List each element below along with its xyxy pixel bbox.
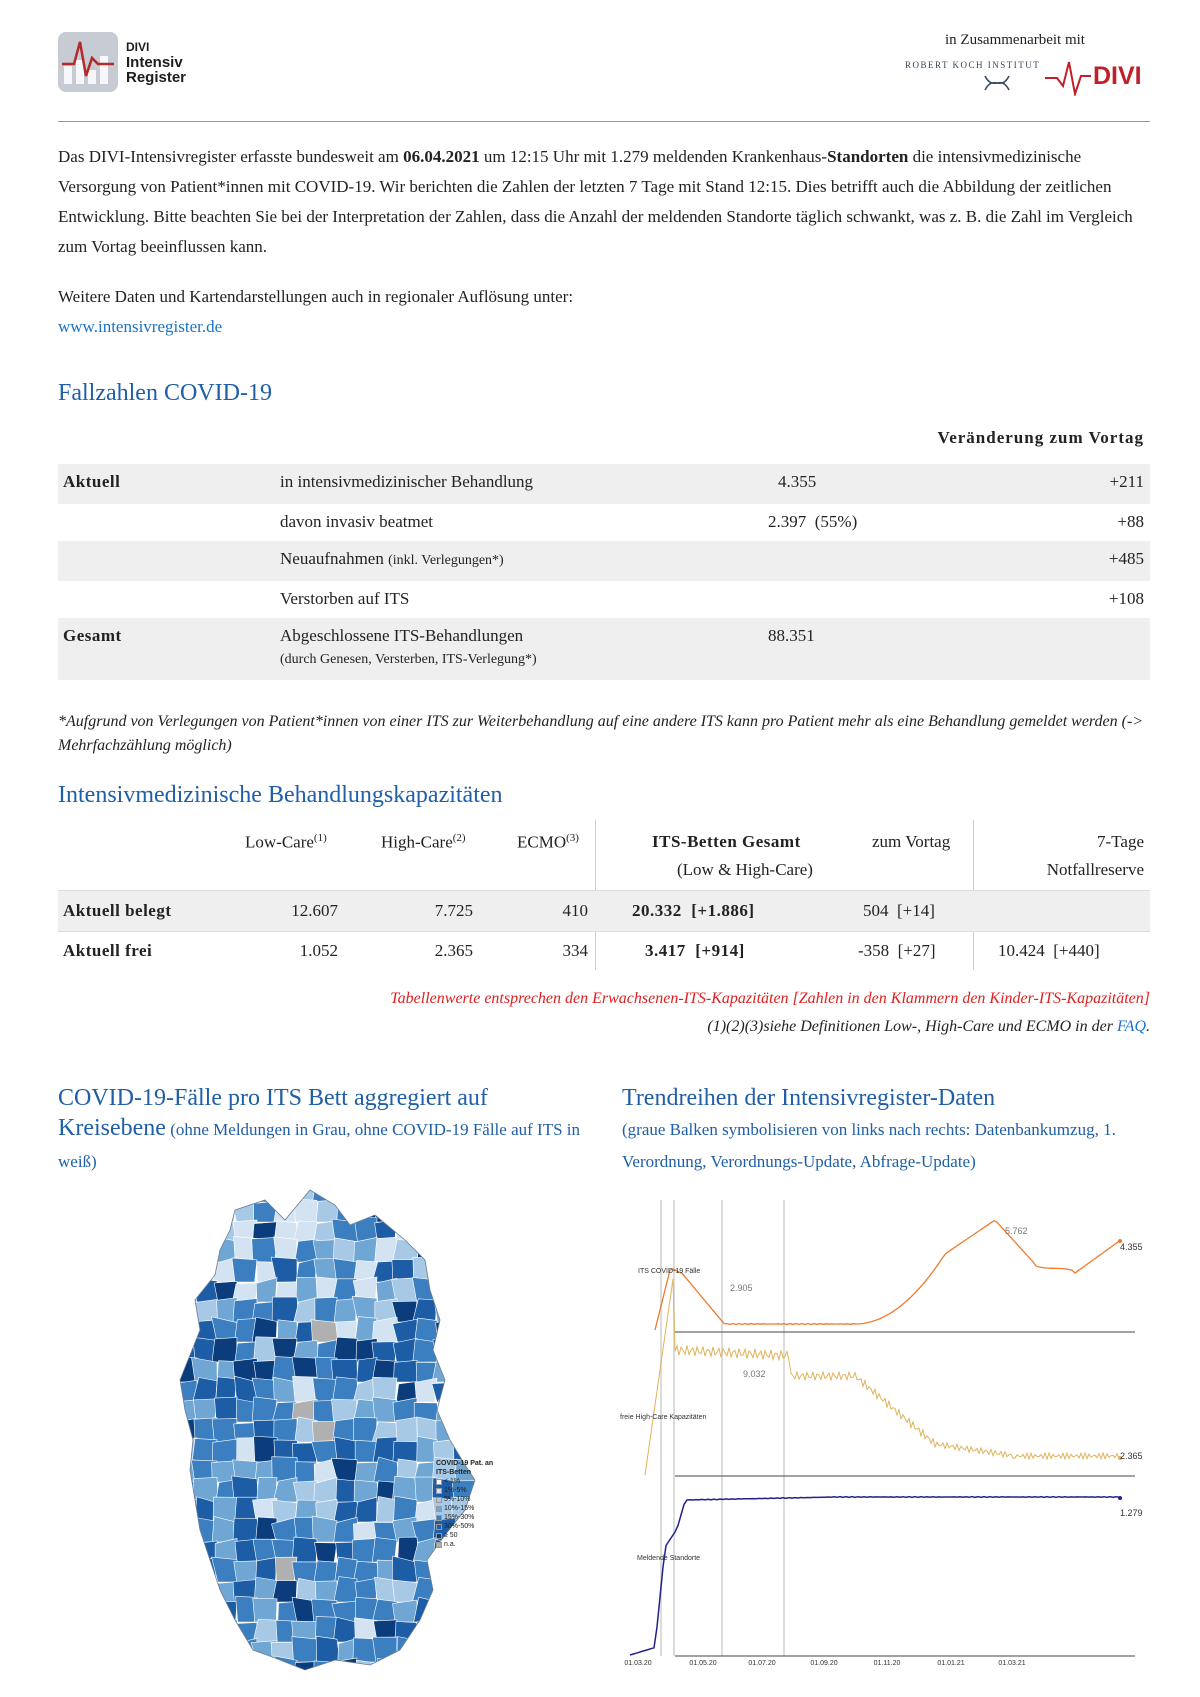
legend-label: 30%-50% [444,1523,475,1530]
district-cell [193,1237,217,1262]
district-cell [175,1277,198,1302]
low-care-value: 1.052 [299,941,338,960]
district-cell [453,1201,477,1222]
faq-link[interactable]: FAQ [1116,1018,1146,1035]
row-label: Aktuell frei [63,941,153,960]
district-cell [435,1599,457,1622]
district-cell [214,1397,239,1422]
row-label: in intensivmedizinischer Behandlung [280,472,534,491]
kapazitaeten-title: Intensivmedizinische Behandlungskapazitäten [58,782,503,808]
legend-label: < 1% [444,1478,461,1485]
high-care-value: 7.725 [434,901,473,920]
district-cell [473,1219,499,1242]
district-cell [452,1278,478,1302]
district-cell [337,1199,358,1222]
trend-subtitle: (graue Balken symbolisieren von links nach rechts: Datenbankumzug, 1. Verordnung, Verordnungs-Update, Abfrage-Update) [622,1120,1116,1171]
header-7-tage: 7-Tage [1097,832,1144,851]
district-cell [474,1658,497,1680]
district-cell [232,1258,257,1282]
district-cell [234,1656,257,1680]
cases-peak2-label: 5.762 [1005,1226,1028,1236]
district-cell [433,1580,460,1602]
district-cell [175,1617,199,1642]
district-cell [473,1200,497,1222]
district-cell [193,1640,219,1662]
district-cell [257,1662,277,1680]
row-label-note: (inkl. Verlegungen*) [388,553,504,568]
district-cell [253,1598,277,1622]
trend-title [622,1083,1122,1177]
vortag-value: -358 [+27] [858,941,936,960]
x-tick-label: 01.01.21 [937,1660,965,1667]
district-cell [435,1180,457,1202]
district-cell [396,1417,417,1442]
header-low-care [245,832,327,853]
district-cell [212,1439,239,1462]
district-cell [335,1181,357,1202]
district-cell [473,1596,497,1622]
district-cell [175,1518,197,1542]
district-cell [234,1561,258,1582]
collaboration-text: in Zusammenarbeit mit [945,32,1085,48]
district-cell [437,1277,457,1302]
district-cell [454,1397,477,1422]
district-cell [394,1180,417,1202]
district-cell [454,1238,477,1262]
header-divider [58,121,1150,122]
district-cell [475,1258,499,1282]
table-values-note: Tabellenwerte entsprechen den Erwachsenen-ITS-Kapazitäten [Zahlen in den Klammern den Kinder-ITS-Kapazitäten] [390,990,1150,1007]
table-row [58,464,1150,504]
district-cell [391,1659,418,1680]
district-cell [436,1418,457,1442]
free-capacity-series-label: freie High-Care Kapazitäten [620,1414,707,1421]
district-cell [414,1197,437,1222]
definitions-note [707,1018,1150,1036]
map-title [58,1083,598,1177]
legend-item [436,1531,496,1540]
legend-label: ≥ 50 [444,1532,458,1539]
table-row [58,891,1150,931]
legend-label: 5%-10% [444,1496,471,1503]
district-cell [312,1516,337,1542]
sites-line [630,1497,1119,1655]
district-cell [417,1619,437,1642]
legend-swatch [436,1515,442,1521]
district-cell [316,1636,340,1662]
district-cell [213,1601,237,1622]
district-cell [453,1580,478,1602]
divi-logo [1045,56,1142,96]
legend-item [436,1486,496,1495]
free-end-label: 2.365 [1120,1451,1143,1461]
district-cell [212,1640,237,1662]
logo-line-2: Intensiv [126,53,183,71]
sites-end-label: 1.279 [1120,1508,1143,1518]
district-cell [192,1621,217,1642]
district-cell [473,1336,497,1362]
district-cell [175,1499,197,1522]
row-label-main: Neuaufnahmen [280,549,389,568]
district-cell [215,1620,238,1642]
district-cell [434,1239,457,1262]
footnote-marker: (3) [566,832,579,844]
district-cell [434,1298,457,1322]
legend-item [436,1477,496,1486]
district-cell [453,1337,477,1362]
logo-line-1: DIVI [126,39,150,54]
district-cell [435,1559,459,1582]
district-cell [452,1599,477,1622]
district-cell [175,1261,197,1282]
district-cell [193,1656,220,1680]
row-value: 4.355 [778,472,817,491]
row-change: +485 [1108,549,1144,568]
district-cell [292,1637,317,1662]
district-cell [475,1397,497,1422]
district-cell [193,1597,217,1622]
district-cell [373,1182,400,1202]
district-cell [353,1180,377,1202]
district-cell [476,1638,498,1662]
district-cell [432,1258,457,1282]
fallzahlen-title: Fallzahlen COVID-19 [58,380,272,406]
header-its-total-sub: (Low & High-Care) [677,860,813,879]
sites-end-point [1118,1496,1122,1500]
district-cell [392,1600,417,1622]
row-label: Aktuell belegt [63,901,172,920]
district-cell [452,1182,477,1202]
district-cell [435,1638,459,1662]
district-cell [233,1180,260,1202]
district-cell [435,1196,457,1222]
x-tick-label: 01.03.20 [624,1660,652,1667]
header-ecmo [517,832,579,853]
district-cell [432,1382,457,1402]
event-bar [783,1200,785,1656]
district-cell [295,1199,320,1222]
header-low-care-label: Low-Care [245,832,314,852]
district-cell [471,1378,497,1402]
divi-logo-text: DIVI [1093,61,1142,90]
header-ecmo-label: ECMO [517,832,567,852]
legend-swatch [436,1533,442,1539]
district-cell [175,1180,197,1202]
header-vortag: zum Vortag [872,832,951,851]
divi-intensivregister-logo [58,32,186,92]
district-cell [214,1658,237,1680]
event-bar [721,1200,723,1656]
district-cell [432,1660,457,1680]
district-cell [478,1617,497,1642]
district-cell [193,1218,217,1242]
district-cell [213,1180,237,1202]
district-cell [232,1199,257,1222]
intro-standorten: Standorten [827,147,909,166]
district-cell [473,1236,498,1262]
district-cell [473,1580,497,1602]
district-cell [175,1196,199,1222]
intro-text-b: um 12:15 Uhr mit 1.279 meldenden Krankenhaus- [479,147,828,166]
district-cell [412,1277,437,1302]
x-tick-label: 01.07.20 [748,1660,776,1667]
legend-item [436,1522,496,1531]
legend-swatch [436,1488,442,1494]
header-high-care [381,832,466,853]
district-cell [474,1319,499,1342]
district-cell [175,1577,198,1602]
legend-swatch [436,1524,442,1530]
district-cell [175,1559,199,1582]
x-tick-label: 01.09.20 [810,1660,838,1667]
change-header: Veränderung zum Vortag [937,428,1144,447]
row-change: +211 [1109,472,1144,491]
district-cell [192,1580,218,1602]
district-cell [454,1558,477,1582]
row-label-note: (durch Genesen, Versterben, ITS-Verlegung*) [280,652,537,667]
district-cell [314,1543,337,1562]
district-cell [175,1316,197,1342]
row-label-main: Abgeschlossene ITS-Behandlungen [280,626,524,645]
legend-item [436,1504,496,1513]
cases-line [655,1221,1120,1330]
footnote-marker: (2) [452,832,466,844]
logo-graph-icon [58,32,118,92]
district-cell [175,1637,200,1662]
district-cell [175,1219,197,1242]
kapazitaeten-table [58,820,1150,970]
row-group: Aktuell [63,472,121,491]
germany-district-map [175,1180,525,1680]
district-cell [412,1180,440,1202]
sites-series-label: Meldende Standorte [637,1555,701,1562]
district-cell [412,1657,437,1680]
table-row [58,581,1150,618]
district-cell [471,1417,499,1442]
x-tick-label: 01.11.20 [873,1660,901,1667]
district-cell [192,1180,217,1202]
rki-logo-text: ROBERT KOCH INSTITUT [905,60,1041,70]
district-cell [314,1561,337,1582]
district-cell [433,1617,458,1642]
table-row [58,931,1150,971]
cases-peak-label: 2.905 [730,1283,753,1293]
district-cell [472,1301,497,1322]
district-cell [294,1662,317,1680]
district-cell [451,1220,477,1242]
district-cell [314,1661,339,1680]
district-cell [477,1181,497,1202]
row-group: Gesamt [63,626,122,645]
footnote-marker: (1) [313,832,327,844]
district-cell [375,1199,399,1222]
district-cell [452,1658,477,1680]
high-care-value: 2.365 [434,941,473,960]
district-cell [452,1377,477,1402]
legend-swatch [436,1479,442,1485]
map-legend [436,1459,496,1549]
table-row [58,541,1150,581]
intro-paragraph [58,142,1153,262]
district-cell [373,1637,397,1662]
district-cell [376,1658,397,1680]
district-cell [393,1441,419,1462]
row-change: +88 [1117,512,1144,531]
district-cell [454,1257,478,1282]
low-care-value: 12.607 [291,901,338,920]
district-cell [315,1581,337,1602]
legend-swatch [436,1542,442,1548]
cases-series-label: ITS COVID-19 Fälle [638,1268,701,1275]
district-cell [415,1216,437,1242]
district-cell [316,1200,339,1222]
district-cell [474,1558,499,1582]
district-cell [212,1557,238,1582]
row-change: +108 [1108,589,1144,608]
district-cell [415,1638,438,1662]
district-cell [454,1298,477,1322]
district-cell [175,1599,197,1622]
district-cell [455,1617,477,1642]
legend-swatch [436,1497,442,1503]
district-cell [175,1242,198,1262]
district-cell [274,1180,297,1202]
fallzahlen-footnote: *Aufgrund von Verlegungen von Patient*innen von einer ITS zur Weiterbehandlung auf eine andere ITS kann pro Patient mehr als eine Behandlung gemeldet werden (-> Mehrfachzählung möglich) [58,713,1144,754]
its-total-value: 20.332 [+1.886] [632,901,755,920]
legend-item [436,1513,496,1522]
vortag-value: 504 [+14] [863,901,935,920]
district-cell [473,1361,498,1382]
row-label: Verstorben auf ITS [280,589,410,608]
district-cell [212,1338,237,1362]
more-data-text: Weitere Daten und Kartendarstellungen auch in regionaler Auflösung unter: [58,287,574,306]
district-cell [311,1320,338,1342]
district-cell [176,1302,198,1322]
row-label: davon invasiv beatmet [280,512,433,531]
header-its-total: ITS-Betten Gesamt [652,832,801,851]
legend-label: 1%-5% [444,1487,467,1494]
district-cell [197,1279,218,1302]
row-label [280,626,537,668]
district-cell [255,1180,280,1202]
intro-text-a: Das DIVI-Intensivregister erfasste bundesweit am [58,147,404,166]
legend-item [436,1540,496,1549]
district-cell [397,1196,417,1222]
row-value: 88.351 [768,626,815,645]
notfall-value: 10.424 [+440] [998,941,1100,960]
report-date: 06.04.2021 [403,147,480,166]
district-cell [292,1562,317,1582]
district-cell [212,1419,237,1442]
district-cell [393,1360,419,1382]
district-cell [175,1537,198,1562]
trend-title-text: Trendreihen der Intensivregister-Daten [622,1085,996,1111]
ecmo-value: 334 [562,941,588,960]
its-total-value: 3.417 [+914] [645,941,745,960]
map-title-text: COVID-19-Fälle pro ITS Bett aggregiert auf Kreisebene [58,1085,488,1141]
x-tick-label: 01.05.20 [689,1660,717,1667]
row-label [280,549,504,569]
district-cell [191,1198,217,1222]
legend-label: 10%-15% [444,1505,475,1512]
district-cell [435,1218,457,1242]
table-row [58,618,1150,680]
x-tick-label: 01.03.21 [998,1660,1026,1667]
legend-label: 15%-30% [444,1514,475,1521]
rki-emblem-icon [983,74,1011,96]
more-data-paragraph [58,282,573,342]
district-cell [216,1197,237,1222]
divi-pulse-icon [1045,56,1091,96]
map-subtitle: (ohne Meldungen in Grau, ohne COVID-19 Fälle auf ITS in weiß) [58,1120,581,1171]
row-value: 2.397 (55%) [768,512,858,531]
intro-text-c: die intensivmedizinische Versorgung von Patient*innen mit COVID-19. Wir berichten die Zahlen der letzten 7 Tage mit Stand 12:15. Dies betrifft auch die Abbildung der zeitlichen Entwicklung. Bitte beachten Sie bei der Interpretation der Zahlen, dass die Anzahl der meldenden Standorte täglich schwankt, was z. B. die Zahl im Vergleich zum Vortag beeinflussen kann. [58,147,1133,256]
ecmo-value: 410 [562,901,588,920]
legend-swatch [436,1506,442,1512]
table-row [58,504,1150,541]
district-cell [457,1317,477,1342]
header-high-care-label: High-Care [381,832,453,852]
district-cell [175,1657,197,1680]
definitions-note-end: . [1146,1018,1150,1035]
district-cell [455,1637,477,1662]
district-cell [453,1356,477,1382]
free-peak-label: 9.032 [743,1369,766,1379]
district-cell [455,1420,477,1442]
logo-line-3: Register [126,68,187,86]
district-cell [473,1280,497,1302]
legend-label: n.a. [444,1541,456,1548]
free-capacity-line [645,1279,1119,1475]
legend-title: COVID-19 Pat. an ITS-Betten [436,1460,494,1476]
legend-item [436,1495,496,1504]
definitions-note-text: (1)(2)(3)siehe Definitionen Low-, High-Care und ECMO in der [707,1018,1117,1035]
header-notfallreserve: Notfallreserve [1046,860,1144,879]
intensivregister-link[interactable]: www.intensivregister.de [58,317,223,336]
cases-end-label: 4.355 [1120,1242,1143,1252]
